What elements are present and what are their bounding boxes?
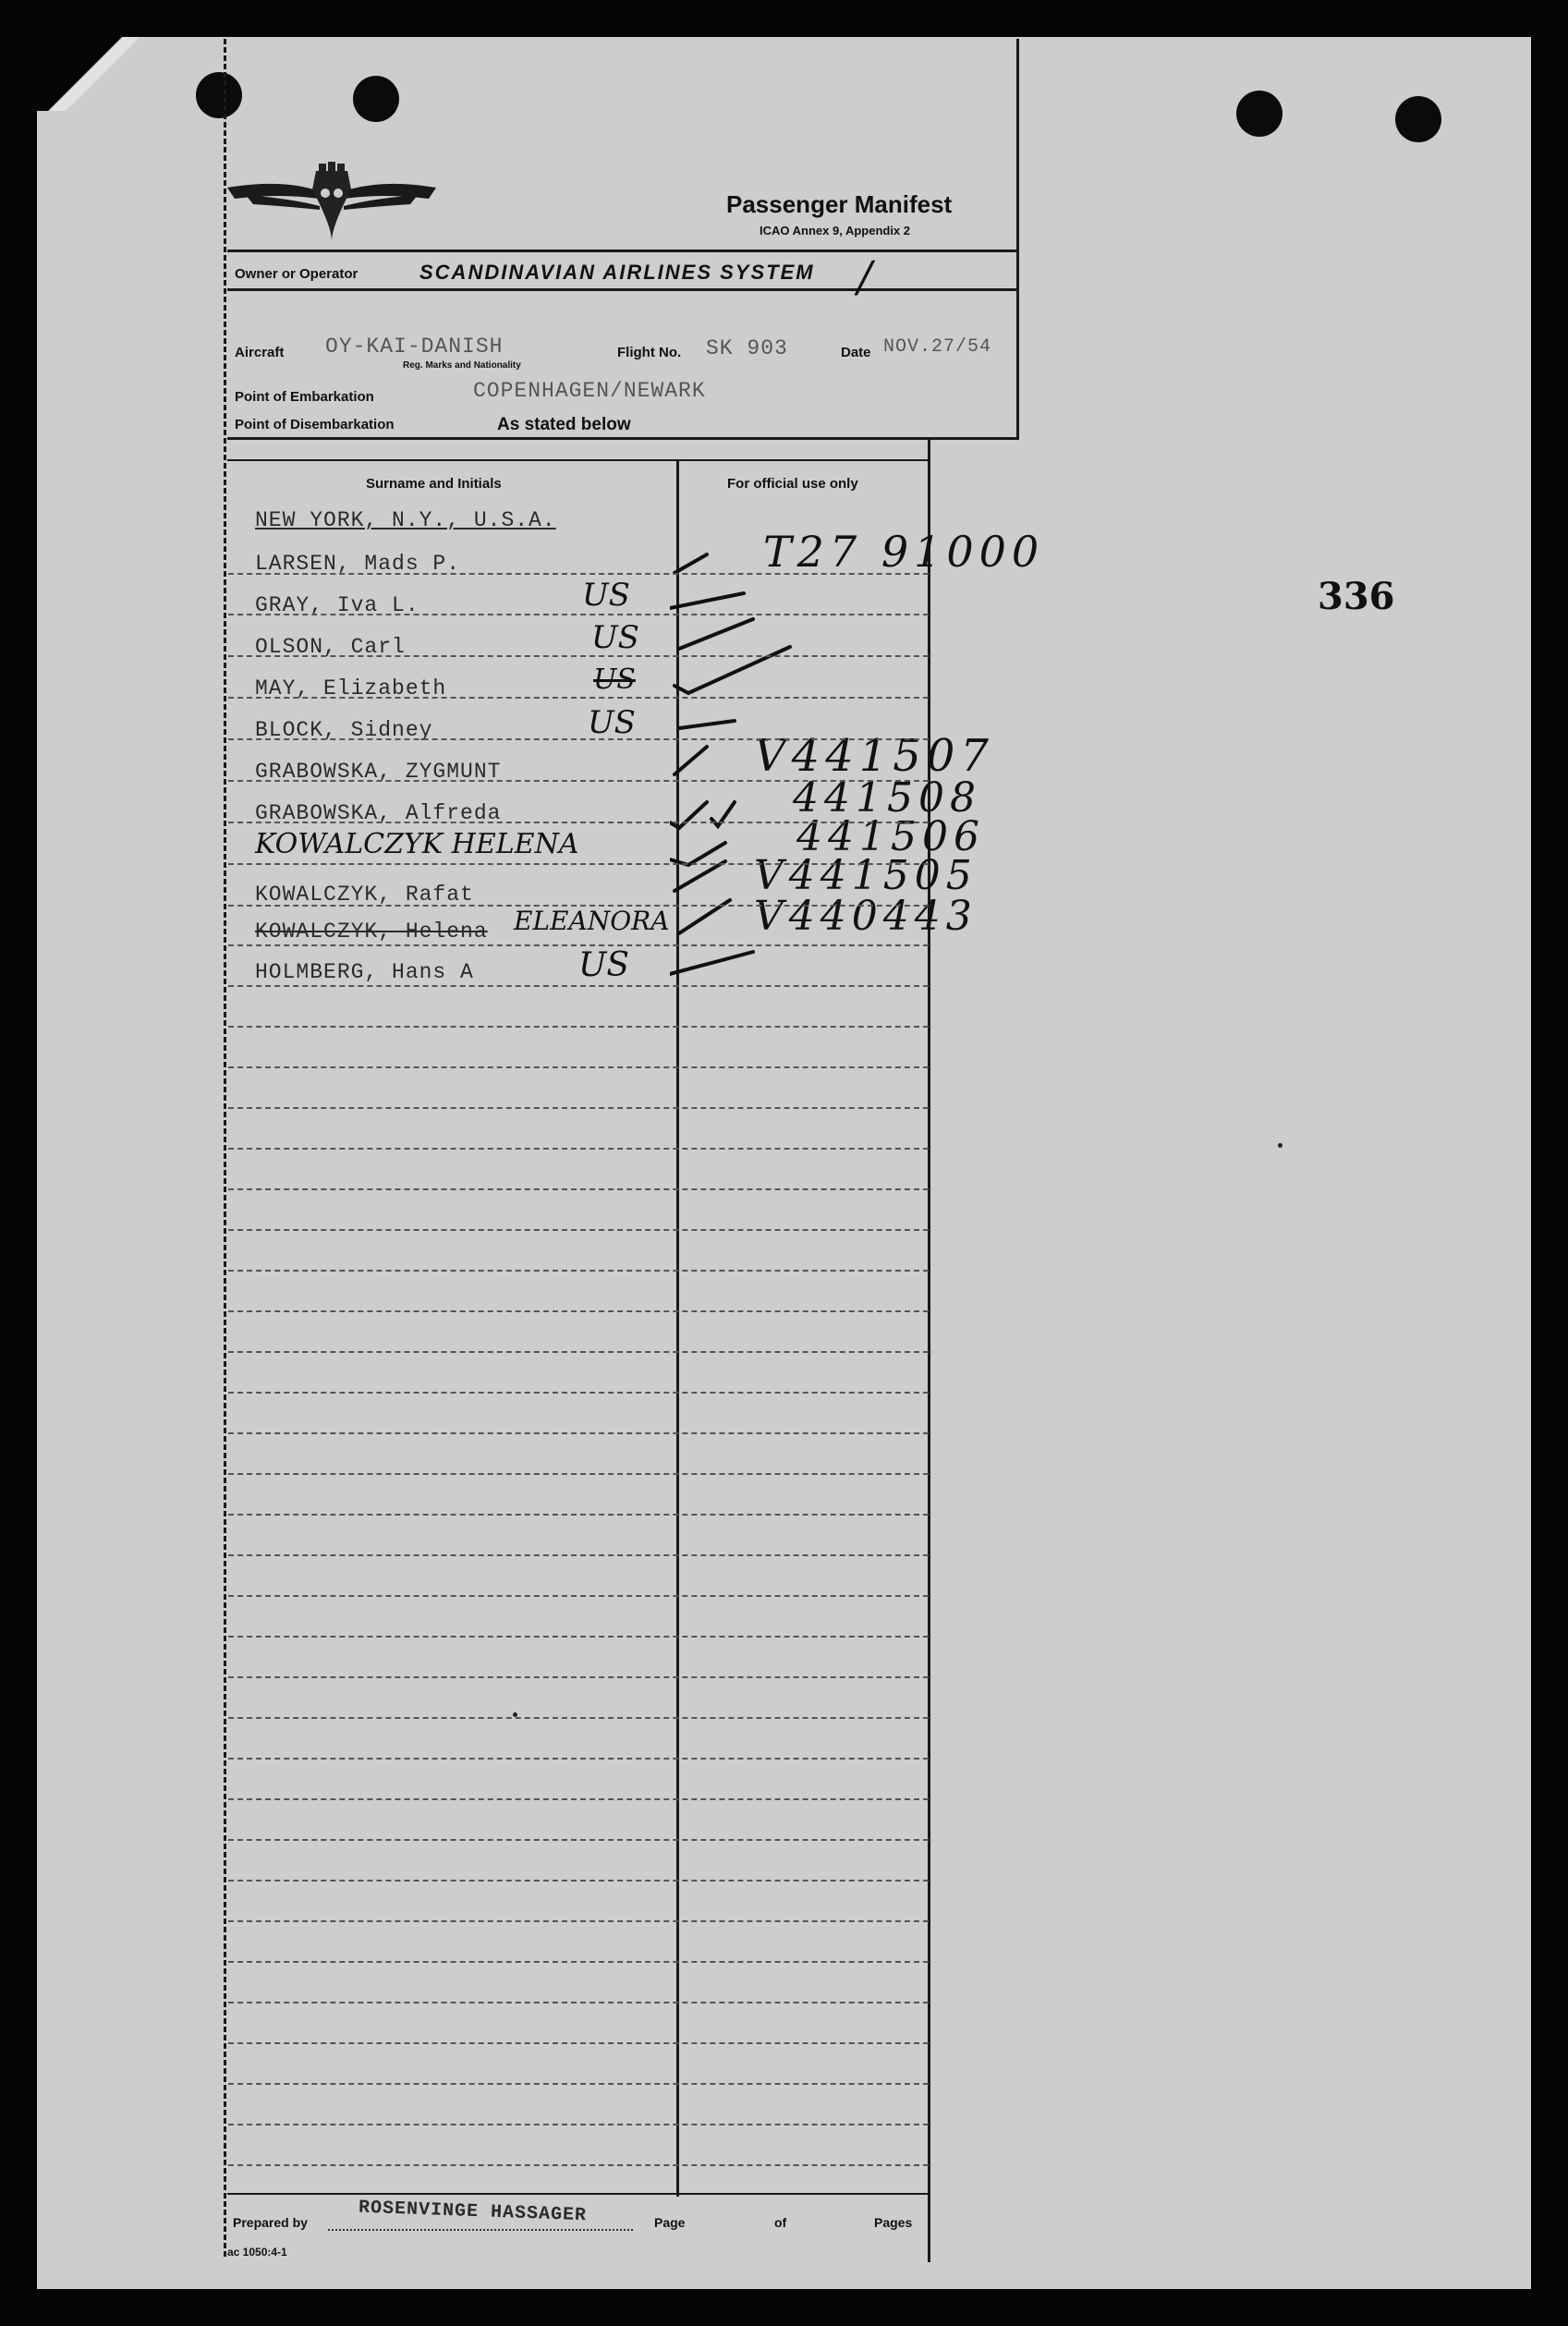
form-subtitle: ICAO Annex 9, Appendix 2 [760,224,911,237]
row-rule [228,2002,929,2003]
row-rule [228,2164,929,2166]
official-number: T27 91000 [763,527,1045,577]
prepared-dotted-line [328,2229,633,2233]
row-rule [228,1432,929,1434]
passenger-name-handwritten: KOWALCZYK HELENA [255,828,579,860]
official-number: V441507 [754,730,994,782]
table-bottom-rule [227,2193,930,2195]
passenger-name: GRABOWSKA, Alfreda [255,801,502,825]
pages-label: Pages [874,2215,913,2230]
aircraft-label: Aircraft [235,345,285,360]
passenger-name: GRAY, Iva L. [255,593,419,617]
disembarkation-label: Point of Disembarkation [235,417,395,432]
row-rule [228,2124,929,2125]
date-label: Date [841,345,871,360]
row-rule [228,1880,929,1882]
row-rule [228,985,929,987]
row-rule [228,655,929,657]
nationality-note: US [578,946,630,984]
form-title: Passenger Manifest [726,190,953,218]
aircraft-value: OY-KAI-DANISH [325,335,504,359]
flight-label: Flight No. [617,345,682,360]
nationality-note: US [591,619,639,656]
prepared-value: ROSENVINGE HASSAGER [358,2197,588,2227]
row-rule [228,614,929,615]
header-rule [227,437,1019,440]
row-rule [228,1839,929,1841]
prepared-label: Prepared by [233,2215,308,2230]
check-marks [670,545,947,989]
owner-label: Owner or Operator [235,266,359,282]
row-rule [228,1798,929,1800]
row-rule [228,944,929,946]
row-rule [228,697,929,699]
airline-wings-logo [227,162,436,245]
speck [513,1712,517,1717]
passenger-name: KOWALCZYK, Rafat [255,883,474,907]
row-rule [228,1473,929,1475]
header-rule [227,250,1019,252]
nationality-note: US [582,577,630,614]
row-rule [228,1148,929,1150]
official-number: 441508 [793,774,981,822]
disembarkation-value: As stated below [497,415,631,434]
row-rule [228,1066,929,1068]
row-rule [228,738,929,740]
row-rule [228,1026,929,1028]
row-rule [228,1717,929,1719]
row-rule [228,1392,929,1394]
row-rule [228,1229,929,1231]
nationality-note: US [588,704,636,741]
row-rule [228,1676,929,1678]
nationality-note: US [593,664,636,696]
passenger-name: BLOCK, Sidney [255,718,433,742]
folded-corner [37,37,139,111]
passenger-name: HOLMBERG, Hans A [255,960,474,984]
row-rule [228,1758,929,1760]
punch-hole [353,76,399,122]
column-header-official: For official use only [727,476,858,492]
row-rule [228,1351,929,1353]
page-number: 336 [1318,575,1395,618]
punch-hole [1236,91,1282,137]
row-rule [228,1920,929,1922]
date-value: NOV.27/54 [883,336,992,358]
hand-stroke-mark: / [857,251,872,301]
row-rule [228,2083,929,2085]
speck [1278,1143,1282,1148]
manifest-sheet [37,37,1531,2289]
row-rule [228,780,929,782]
row-rule [228,1595,929,1597]
row-rule [228,863,929,865]
passenger-name: MAY, Elizabeth [255,676,447,700]
embarkation-value: COPENHAGEN/NEWARK [473,379,706,403]
official-number: V441505 [754,852,978,899]
column-header-surname: Surname and Initials [366,476,502,492]
row-rule [228,1270,929,1272]
destination-heading: NEW YORK, N.Y., U.S.A. [255,508,556,532]
form-left-border [224,39,226,2257]
page-label: Page [654,2215,686,2230]
owner-value: SCANDINAVIAN AIRLINES SYSTEM [419,261,815,284]
row-rule [228,573,929,575]
embarkation-label: Point of Embarkation [235,389,374,405]
punch-hole [1395,96,1441,142]
form-code: ac 1050:4-1 [227,2246,287,2259]
punch-hole [196,72,242,118]
official-number: V440443 [754,893,978,940]
header-right-border [1016,39,1019,438]
table-top-rule [227,459,930,461]
row-rule [228,905,929,907]
row-rule [228,1310,929,1312]
flight-value: SK 903 [706,336,788,360]
row-rule [228,822,929,823]
row-rule [228,2042,929,2044]
official-number: 441506 [796,813,985,860]
passenger-name: GRABOWSKA, ZYGMUNT [255,760,502,784]
of-label: of [774,2215,787,2230]
row-rule [228,1961,929,1963]
passenger-name: OLSON, Carl [255,635,406,659]
passenger-name: LARSEN, Mads P. [255,552,461,576]
row-rule [228,1514,929,1516]
passenger-name: KOWALCZYK, Helena [255,919,488,944]
row-rule [228,1107,929,1109]
header-rule [227,288,1019,291]
aircraft-sublabel: Reg. Marks and Nationality [403,360,521,371]
row-rule [228,1636,929,1638]
nationality-note: ELEANORA [514,906,670,936]
row-rule [228,1188,929,1190]
row-rule [228,1554,929,1556]
